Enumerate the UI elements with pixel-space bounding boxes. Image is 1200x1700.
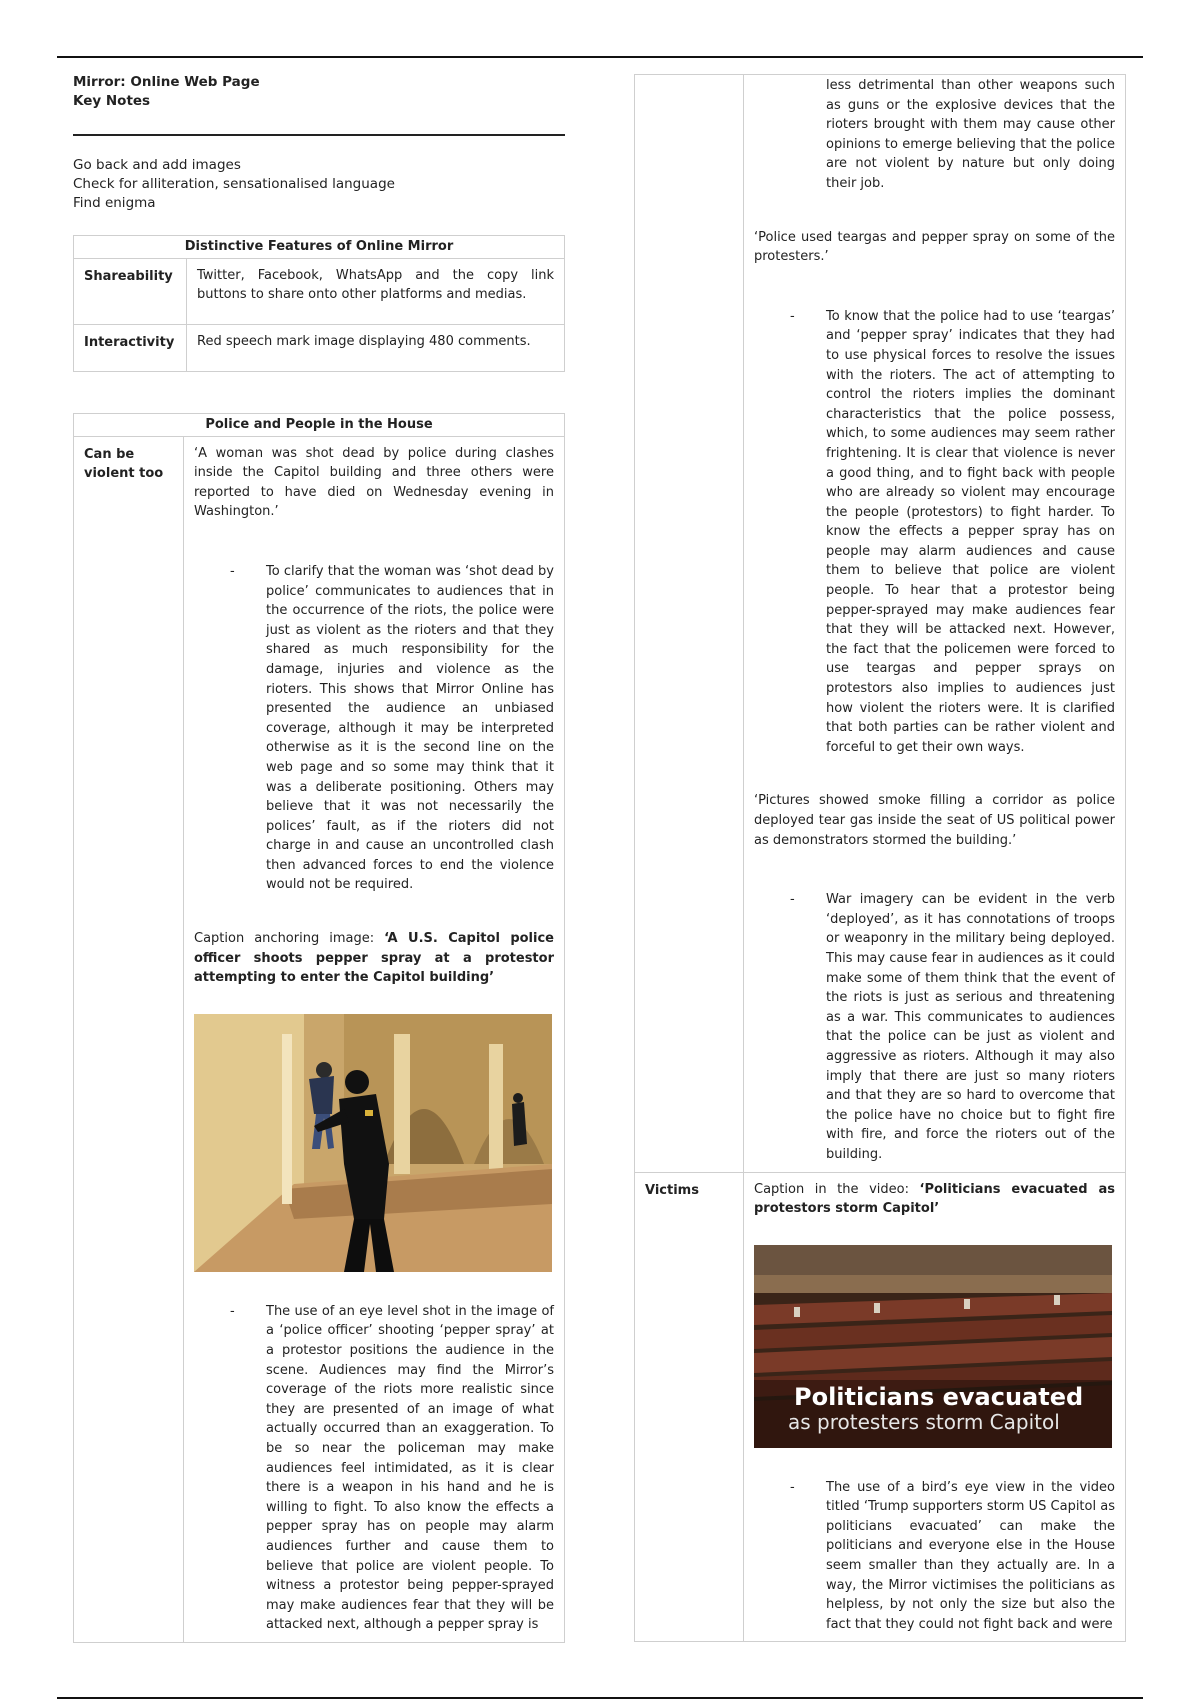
- police-officer-photo: [194, 1014, 552, 1272]
- category-label: Can be violent too: [74, 436, 184, 1642]
- house-chamber-video-still: [754, 1245, 1112, 1448]
- quote: ‘Police used teargas and pepper spray on some of the protesters.’: [754, 229, 1115, 265]
- caption-prefix: Caption anchoring image:: [194, 931, 385, 947]
- bullet-point: [790, 890, 1115, 1164]
- document-header: [73, 73, 260, 111]
- empty-label-cell: [635, 75, 744, 1173]
- bullet-point: [790, 307, 1115, 758]
- bullet-text: To clarify that the woman was ‘shot dead by police’ communicates to audiences that in the occurrence of the riots, the police were just as violent as the rioters and that they shared as much responsibility for the damage, injuries and violence as the rioters. This shows that Mirror Online has presented the audience an unbiased coverage, although it may be interpreted otherwise as it is the second line on the web page and so some may think that it was a deliberate positioning. Others may believe that it was not necessarily the polices’ fault, as if the rioters did not charge in and cause an uncontrolled clash then advanced forces to end the violence would not be required.: [266, 563, 554, 893]
- feature-label: Interactivity: [74, 324, 187, 371]
- bullet-point: [790, 1478, 1115, 1635]
- bullet-text: The use of a bird’s eye view in the video titled ‘Trump supporters storm US Capitol as politicians evacuated’ can make the politicians and everyone else in the House seem smaller than they actually are. In a way, the Mirror victimises the politicians as helpless, by not only the size but also the fact that they could not fight back and were: [826, 1479, 1115, 1632]
- todo-item: Check for alliteration, sensationalised language: [73, 176, 395, 192]
- caption-quote: ‘A U.S. Capitol police officer shoots pepper spray at a protestor attempting to enter the Capitol building’: [194, 931, 554, 986]
- dash-marker: -: [790, 892, 795, 908]
- bottom-rule: [57, 1697, 1143, 1699]
- feature-text: Twitter, Facebook, WhatsApp and the copy link buttons to share onto other platforms and medias.: [187, 258, 565, 324]
- features-table: [73, 235, 565, 372]
- video-overlay-title: Politicians evacuated: [794, 1382, 1084, 1411]
- caption-quote: ‘Politicians evacuated as protestors storm Capitol’: [754, 1181, 1115, 1217]
- bullet-point: [230, 562, 554, 895]
- bullet-text: To know that the police had to use ‘teargas’ and ‘pepper spray’ indicates that they had to use physical forces to resolve the issues with the rioters. The act of attempting to control the rioters implies the dominant characteristics that the police possess, which, to some audiences may seem rather frightening. It is clear that violence is never a good thing, and to fight back with people who are already so violent may encourage the people (protestors) to fight harder. To know the effects a pepper spray has on people may alarm audiences and cause them to believe that police are violent people. To hear that a protestor being pepper-sprayed may make audiences fear that they will be attacked next. However, the fact that the policemen were forced to use teargas and pepper sprays on protestors also implies to audiences just how violent the rioters were. It is clarified that both parties can be rather violent and forceful to get their own ways.: [826, 308, 1115, 755]
- todo-item: Go back and add images: [73, 157, 241, 173]
- feature-label: Shareability: [74, 258, 187, 324]
- analysis-cell: [744, 1172, 1126, 1642]
- todo-item: Find enigma: [73, 195, 156, 211]
- dash-marker: -: [230, 563, 235, 579]
- quote: ‘Pictures showed smoke filling a corridor as police deployed tear gas inside the seat of US political power as demonstrators stormed the building.’: [754, 793, 1115, 848]
- analysis-cell: [744, 75, 1126, 1173]
- category-label: Victims: [635, 1172, 744, 1642]
- doc-subtitle: Key Notes: [73, 93, 151, 109]
- police-table: [73, 413, 565, 1643]
- header-divider: [73, 134, 565, 136]
- continuation-table: [634, 74, 1126, 1642]
- caption-prefix: Caption in the video:: [754, 1181, 920, 1197]
- analysis-cell: [184, 436, 565, 1642]
- quote: ‘A woman was shot dead by police during clashes inside the Capitol building and three others were reported to have died on Wednesday evening in Washington.’: [194, 445, 554, 520]
- bullet-text: The use of an eye level shot in the image of a ‘police officer’ shooting ‘pepper spray’ at a protestor positions the audience in the scene. Audiences may find the Mirror’s coverage of the riots more realistic since they are presented of an image of what actually occurred than an exaggeration. To be so near the policeman may make audiences feel intimidated, as it is clear there is a weapon in his hand and he is willing to fight. To also know the effects a pepper spray has on people may alarm audiences further and cause them to believe that police are violent people. To witness a protestor being pepper-sprayed may make audiences fear that they will be attacked next, although a pepper spray is: [266, 1303, 554, 1633]
- dash-marker: -: [790, 1479, 795, 1495]
- image-caption: [194, 929, 554, 988]
- features-heading: Distinctive Features of Online Mirror: [74, 236, 565, 259]
- feature-text: Red speech mark image displaying 480 comments.: [187, 324, 565, 371]
- top-rule: [57, 56, 1143, 58]
- bullet-point: [230, 1302, 554, 1635]
- bullet-point: [826, 76, 1115, 194]
- dash-marker: -: [230, 1303, 235, 1319]
- police-heading: Police and People in the House: [74, 414, 565, 437]
- video-overlay-subtitle: as protesters storm Capitol: [788, 1409, 1060, 1434]
- todo-list: [73, 156, 395, 213]
- bullet-text: less detrimental than other weapons such as guns or the explosive devices that the rioters brought with them may cause other opinions to emerge believing that the police are not violent by nature but only doing their job.: [826, 78, 1115, 191]
- dash-marker: -: [790, 308, 795, 324]
- bullet-text: War imagery can be evident in the verb ‘deployed’, as it has connotations of troops or weaponry in the military being deployed. This may cause fear in audiences as it could make some of them think that the event of the riots is just as serious and threatening as a war. This communicates to audiences that the police can be just as violent and aggressive as rioters. Although it may also imply that there are just so many rioters and that they are so hard to overcome that the police have no choice but to fight fire with fire, and force the rioters out of the building.: [826, 892, 1115, 1162]
- doc-title: Mirror: Online Web Page: [73, 74, 260, 90]
- video-caption: [754, 1180, 1115, 1219]
